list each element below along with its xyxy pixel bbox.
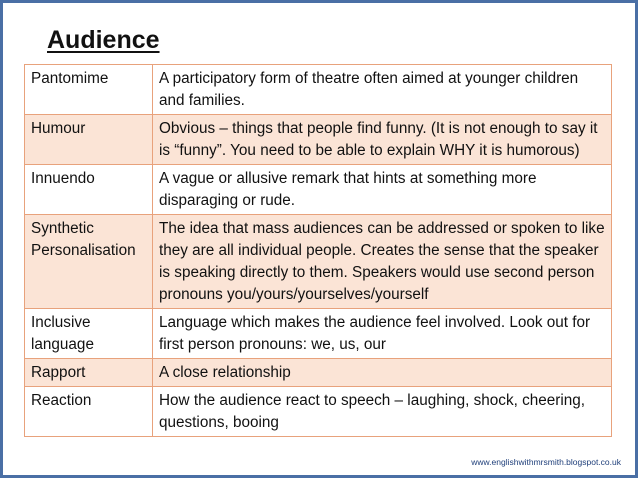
definition-cell: Language which makes the audience feel involved. Look out for first person pronouns: we, us, our (153, 309, 612, 359)
table-row (25, 309, 612, 359)
glossary-table (24, 64, 612, 437)
definition-cell: The idea that mass audiences can be addressed or spoken to like they are all individual people. Creates the sense that the speaker is speaking directly to them. Speakers would use second person pronouns you/yours/yourselves/yourself (153, 215, 612, 309)
definition-cell: Obvious – things that people find funny. (It is not enough to say it is “funny”. You need to be able to explain WHY it is humorous) (153, 115, 612, 165)
definition-cell: A close relationship (153, 359, 612, 387)
term-cell: Pantomime (25, 65, 153, 115)
term-cell: Humour (25, 115, 153, 165)
footer-url: www.englishwithmrsmith.blogspot.co.uk (471, 457, 621, 467)
table-row (25, 65, 612, 115)
definition-cell: How the audience react to speech – laughing, shock, cheering, questions, booing (153, 387, 612, 437)
page-title: Audience (47, 26, 160, 54)
table-row (25, 359, 612, 387)
table-row (25, 215, 612, 309)
term-cell: Synthetic Personalisation (25, 215, 153, 309)
term-cell: Rapport (25, 359, 153, 387)
table-row (25, 165, 612, 215)
term-cell: Reaction (25, 387, 153, 437)
table-row (25, 115, 612, 165)
definition-cell: A vague or allusive remark that hints at something more disparaging or rude. (153, 165, 612, 215)
definition-cell: A participatory form of theatre often aimed at younger children and families. (153, 65, 612, 115)
term-cell: Innuendo (25, 165, 153, 215)
table-row (25, 387, 612, 437)
term-cell: Inclusive language (25, 309, 153, 359)
